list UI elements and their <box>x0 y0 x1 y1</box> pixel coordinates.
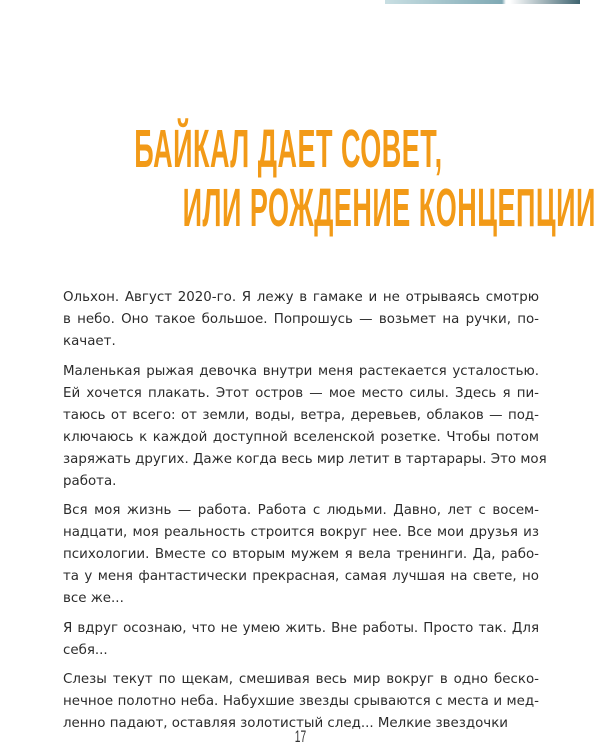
text-line: работа. <box>63 473 117 489</box>
page-number: 17 <box>294 727 306 746</box>
text-line: себя... <box>63 642 108 658</box>
text-line: надцати, моя реальность строится вокруг нее. Все мои друзья из <box>63 525 539 540</box>
text-line: заряжать других. Даже когда весь мир летит в тартарары. Это моя <box>63 451 547 467</box>
chapter-title-line-1: БАЙКАЛ ДАЕТ СОВЕТ, <box>134 119 443 180</box>
decorative-top-bar <box>385 0 580 4</box>
text-line: та у меня фантастически прекрасная, самая лучшая на свете, но <box>63 569 539 584</box>
body-text <box>63 287 547 743</box>
text-line: Вся моя жизнь — работа. Работа с людьми. Давно, лет с восем- <box>63 503 539 518</box>
text-line: психологии. Вместе со вторым мужем я вела тренинги. Да, рабо- <box>63 547 539 562</box>
paragraph <box>63 669 539 735</box>
paragraph <box>63 618 539 662</box>
text-line: в небо. Оно такое большое. Попрошусь — возьмет на ручки, по- <box>63 312 539 327</box>
text-line: Маленькая рыжая девочка внутри меня растекается усталостью. <box>63 363 539 379</box>
text-line: все же... <box>63 591 124 606</box>
text-line: Ей хочется плакать. Этот остров — мое место силы. Здесь я пи- <box>63 385 539 401</box>
text-line: ключаюсь к каждой доступной вселенской розетке. Чтобы потом <box>63 429 539 445</box>
paragraph <box>63 287 539 353</box>
paragraph <box>63 500 539 610</box>
text-line: Ольхон. Август 2020-го. Я лежу в гамаке и не отрываясь смотрю <box>63 290 539 305</box>
paragraph <box>63 361 547 493</box>
text-line: Слезы текут по щекам, смешивая весь мир вокруг в одно беско- <box>63 672 539 687</box>
text-line: нечное полотно неба. Набухшие звезды срываются с места и мед- <box>63 694 539 709</box>
text-line: таюсь от всего: от земли, воды, ветра, деревьев, облаков — под- <box>63 407 539 423</box>
text-line: Я вдруг осознаю, что не умею жить. Вне работы. Просто так. Для <box>63 620 539 636</box>
text-line: качает. <box>63 334 116 349</box>
chapter-title-line-2: ИЛИ РОЖДЕНИЕ КОНЦЕПЦИИ <box>182 178 596 239</box>
text-line: ленно падают, оставляя золотистый след... Мелкие звездочки <box>63 716 509 731</box>
